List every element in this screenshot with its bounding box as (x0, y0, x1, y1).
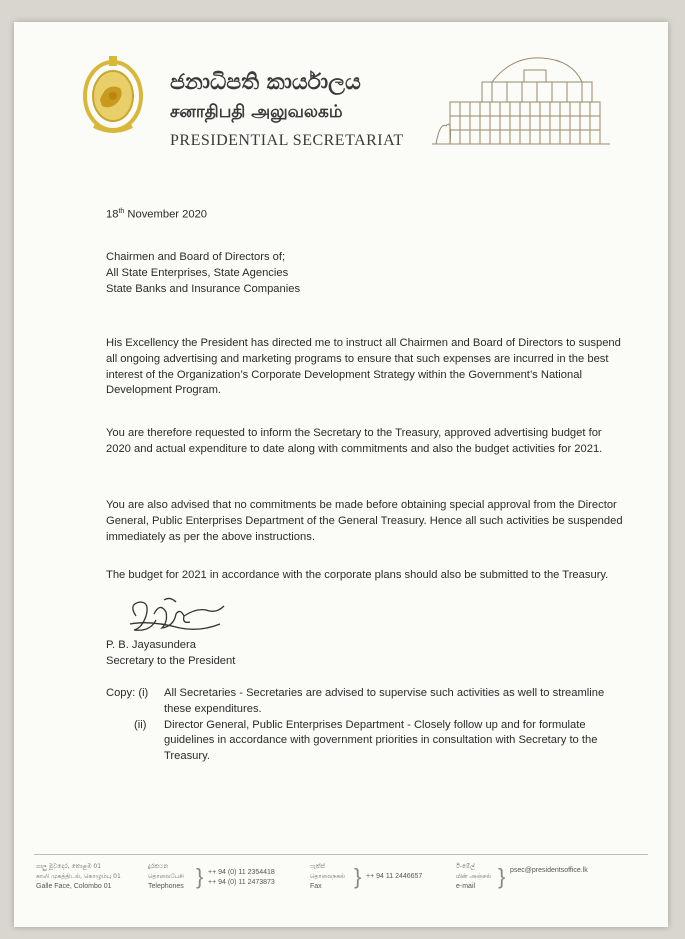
brace-icon: } (498, 864, 506, 889)
date-rest: November 2020 (124, 208, 208, 221)
copy-item (106, 686, 626, 718)
date-day: 18 (106, 208, 119, 221)
copy-list (106, 686, 626, 765)
signer-title: Secretary to the President (106, 654, 236, 667)
copy-text: All Secretaries - Secretaries are advised to supervise such activities as well to streamline these expenditures. (164, 687, 605, 715)
brace-icon: } (196, 864, 204, 889)
letterhead-title-tamil: சனாதிபதி அலுவலகம் (170, 102, 343, 122)
footer-telephone-label: දුරකථන தொலைபேசி Telephones (148, 863, 184, 890)
body-paragraph: You are therefore requested to inform the Secretary to the Treasury, approved advertising budget for 2020 and actual expenditure to date along with commitments and also the budget activities for 2021. (106, 427, 603, 455)
letterhead-title-english: PRESIDENTIAL SECRETARIAT (170, 132, 404, 149)
copy-text: Director General, Public Enterprises Department - Closely follow up and for formulate guidelines in accordance with government priorities in consultation with Secretary to the Treasury. (164, 718, 598, 763)
letter-date (106, 204, 207, 224)
copy-label: Copy: (106, 687, 136, 699)
copy-item (106, 718, 626, 765)
footer-email-address: psec@presidentsoffice.lk (510, 867, 588, 874)
footer-email-label: ඊ-මේල් மின் அஞ்சல் e-mail (456, 863, 492, 890)
brace-icon: } (354, 864, 362, 889)
letterhead-title-sinhala: ජනාධිපති කාර්යාලය (170, 70, 361, 95)
addressee-line: Chairmen and Board of Directors of; (106, 251, 286, 263)
footer-fax-label: ෆැක්ස් தொலைநகல் Fax (310, 863, 346, 890)
copy-number: (i) (138, 687, 149, 699)
body-paragraph: You are also advised that no commitments be made before obtaining special approval from the Director General, Public Enterprises Department of the General Treasury. Hence all such activities be suspended immediately as per the above instructions. (106, 499, 623, 543)
signer-block (106, 638, 235, 670)
footer-divider (34, 854, 648, 855)
body-paragraph: His Excellency the President has directed me to instruct all Chairmen and Board of Directors to suspend all ongoing advertising and marketing programs to ensure that such expenses are incurred in the best interest of the Organization’s Corporate Development Strategy within the Government’s National Development Program. (106, 337, 621, 397)
addressee-block (106, 250, 300, 297)
copy-number: (ii) (134, 718, 147, 731)
footer-address: ගාලු මුවදොර, කොළඹ 01 காலி முகத்திடல், கொழும்பு 01 Galle Face, Colombo 01 (36, 863, 121, 890)
presidential-secretariat-building-icon (432, 52, 610, 148)
date-suffix: th (118, 208, 125, 215)
handwritten-signature (120, 594, 228, 644)
body-paragraph: The budget for 2021 in accordance with the corporate plans should also be submitted to the Treasury. (106, 569, 609, 581)
signer-name: P. B. Jayasundera (106, 639, 196, 651)
addressee-line: All State Enterprises, State Agencies (106, 266, 289, 279)
sri-lanka-emblem-icon (80, 52, 146, 138)
addressee-line: State Banks and Insurance Companies (106, 282, 301, 295)
letter-page (14, 22, 668, 927)
footer-fax-number: ++ 94 11 2446657 (366, 873, 423, 880)
footer-telephone-numbers: ++ 94 (0) 11 2354418 ++ 94 (0) 11 2473873 (208, 869, 275, 886)
